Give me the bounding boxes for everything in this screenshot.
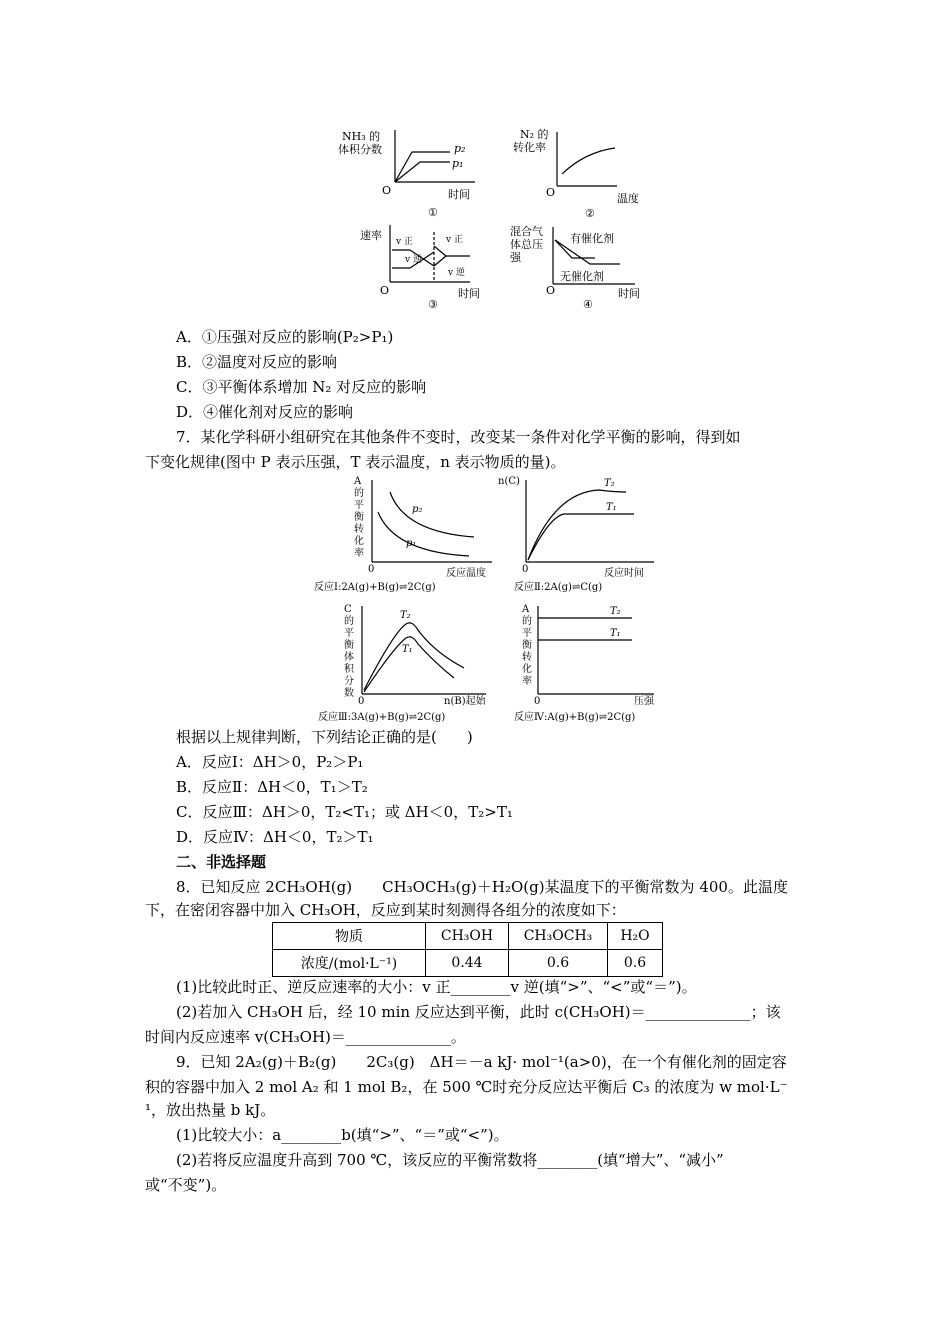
q7-option-b: B．反应Ⅱ：ΔH＜0，T₁＞T₂ bbox=[176, 778, 368, 796]
g1-ylabel-3: 衡 bbox=[354, 512, 364, 523]
g3-xlabel: n(B)起始 bbox=[444, 696, 486, 707]
g2-curve-t1: T₁ bbox=[606, 502, 617, 513]
p2-ylabel-2: 转化率 bbox=[513, 141, 546, 154]
p1-xlabel: 时间 bbox=[448, 188, 470, 201]
table-cell: 0.6 bbox=[608, 950, 663, 977]
q7-stem-2: 下变化规律(图中 P 表示压强，T 表示温度，n 表示物质的量)。 bbox=[145, 453, 566, 471]
p1-curve-p2: p₂ bbox=[454, 142, 466, 155]
p2-ylabel-1: N₂ 的 bbox=[520, 128, 549, 141]
g1-ylabel-4: 转 bbox=[354, 524, 364, 535]
table-row bbox=[273, 950, 663, 977]
table-header: CH₃OCH₃ bbox=[509, 923, 608, 950]
q8-sub-2b: 时间内反应速率 v(CH₃OH)＝______________。 bbox=[145, 1028, 466, 1046]
q6-option-c: C．③平衡体系增加 N₂ 对反应的影响 bbox=[176, 378, 427, 396]
g1-curve-p1: p₁ bbox=[406, 538, 417, 549]
q8-sub-1: (1)比较此时正、逆反应速率的大小：v 正________v 逆(填“>”、“<”或“＝”)。 bbox=[176, 978, 697, 996]
q7-option-d: D．反应Ⅳ：ΔH＜0，T₂＞T₁ bbox=[176, 828, 374, 846]
q6-option-a: A．①压强对反应的影响(P₂>P₁) bbox=[176, 328, 394, 346]
p1-number: ① bbox=[428, 206, 438, 219]
g4-ylabel-4: 转 bbox=[522, 652, 532, 663]
q8-sub-2a: (2)若加入 CH₃OH 后，经 10 min 反应达到平衡，此时 c(CH₃OH)＝______________；该 bbox=[176, 1003, 781, 1021]
q6-option-b: B．②温度对反应的影响 bbox=[176, 353, 338, 371]
p3-origin: O bbox=[380, 284, 390, 297]
g3-caption: 反应Ⅲ:3A(g)+B(g)⇌2C(g) bbox=[318, 712, 446, 723]
p2-xlabel: 温度 bbox=[617, 192, 639, 205]
g2-curve-t2: T₂ bbox=[604, 478, 615, 489]
g1-ylabel-2: 平 bbox=[354, 500, 364, 511]
q9-stem-1: 9．已知 2A₂(g)＋B₂(g) 2C₃(g) ΔH＝－a kJ· mol⁻¹(a>0)，在一个有催化剂的固定容 bbox=[176, 1053, 787, 1071]
q7-option-a: A．反应Ⅰ：ΔH＞0，P₂＞P₁ bbox=[176, 753, 364, 771]
q7-option-c: C．反应Ⅲ：ΔH＞0，T₂<T₁；或 ΔH＜0，T₂>T₁ bbox=[176, 803, 513, 821]
q9-sub-1: (1)比较大小：a________b(填“>”、“＝”或“<”)。 bbox=[176, 1126, 509, 1144]
q8-stem-1: 8．已知反应 2CH₃OH(g) CH₃OCH₃(g)＋H₂O(g)某温度下的平衡常数为 400。此温度 bbox=[176, 878, 788, 896]
q9-sub-2b: 或“不变”)。 bbox=[145, 1176, 227, 1194]
p1-curve-p1: p₁ bbox=[452, 157, 464, 170]
p4-number: ④ bbox=[583, 298, 593, 311]
g1-origin: 0 bbox=[368, 564, 375, 575]
p2-origin: O bbox=[546, 186, 556, 199]
p3-v3: v 正 bbox=[446, 235, 463, 245]
p1-ylabel-1: NH₃ 的 bbox=[342, 130, 381, 143]
g2-ylabel: n(C) bbox=[498, 476, 520, 487]
g3-ylabel-6: 分 bbox=[344, 676, 354, 687]
table-cell: 0.6 bbox=[509, 950, 608, 977]
g2-caption: 反应Ⅱ:2A(g)⇌C(g) bbox=[514, 582, 603, 593]
g4-xlabel: 压强 bbox=[634, 696, 654, 707]
g4-curve-t2: T₂ bbox=[610, 606, 621, 617]
g4-curve-t1: T₁ bbox=[610, 628, 621, 639]
p4-xlabel: 时间 bbox=[618, 287, 640, 300]
p4-origin: O bbox=[546, 284, 556, 297]
q7-judge: 根据以上规律判断，下列结论正确的是( ) bbox=[176, 728, 473, 746]
g4-ylabel-2: 平 bbox=[522, 628, 532, 639]
q9-sub-2a: (2)若将反应温度升高到 700 ℃，该反应的平衡常数将________(填“增大”、“减小” bbox=[176, 1151, 724, 1169]
g4-ylabel-1: 的 bbox=[522, 616, 532, 627]
g1-ylabel-0: A bbox=[354, 476, 362, 487]
table-cell: 0.44 bbox=[426, 950, 509, 977]
table-header: CH₃OH bbox=[426, 923, 509, 950]
g1-ylabel-6: 率 bbox=[354, 548, 364, 559]
p3-v1: v 正 bbox=[396, 237, 413, 247]
g4-ylabel-5: 化 bbox=[522, 664, 532, 675]
g3-ylabel-0: C bbox=[344, 604, 352, 615]
q9-stem-2: 积的容器中加入 2 mol A₂ 和 1 mol B₂，在 500 ℃时充分反应达平衡后 C₃ 的浓度为 w mol·L⁻ bbox=[145, 1078, 788, 1096]
q6-option-d: D．④催化剂对反应的影响 bbox=[176, 403, 354, 421]
p3-v2: v 逆 bbox=[405, 255, 422, 265]
p1-ylabel-2: 体积分数 bbox=[338, 143, 382, 156]
p4-ylabel-2: 体总压 bbox=[510, 238, 543, 251]
g1-curve-p2: p₂ bbox=[412, 504, 423, 515]
q8-stem-2: 下，在密闭容器中加入 CH₃OH，反应到某时刻测得各组分的浓度如下： bbox=[145, 901, 626, 919]
table-cell: 浓度/(mol·L⁻¹) bbox=[273, 950, 426, 977]
g4-origin: 0 bbox=[534, 696, 541, 707]
g1-xlabel: 反应温度 bbox=[446, 568, 486, 579]
g3-ylabel-7: 数 bbox=[344, 688, 354, 699]
p3-ylabel: 速率 bbox=[360, 229, 382, 242]
p2-number: ② bbox=[585, 207, 595, 220]
p3-v4: v 逆 bbox=[448, 268, 465, 278]
table-row bbox=[273, 923, 663, 950]
g4-caption: 反应Ⅳ:A(g)+B(g)⇌2C(g) bbox=[514, 712, 636, 723]
g2-xlabel: 反应时间 bbox=[604, 568, 644, 579]
g3-ylabel-2: 平 bbox=[344, 628, 354, 639]
g3-ylabel-5: 积 bbox=[344, 664, 354, 675]
p3-number: ③ bbox=[428, 298, 438, 311]
q9-stem-3: ¹，放出热量 b kJ。 bbox=[145, 1101, 276, 1119]
p4-ylabel-1: 混合气 bbox=[510, 225, 543, 238]
p4-ylabel-3: 强 bbox=[510, 251, 521, 264]
g4-ylabel-0: A bbox=[522, 604, 530, 615]
p1-origin: O bbox=[382, 184, 392, 197]
g4-ylabel-6: 率 bbox=[522, 676, 532, 687]
p3-xlabel: 时间 bbox=[458, 287, 480, 300]
table-header: 物质 bbox=[273, 923, 426, 950]
g4-ylabel-3: 衡 bbox=[522, 640, 532, 651]
g1-ylabel-1: 的 bbox=[354, 488, 364, 499]
q7-figure bbox=[314, 472, 674, 726]
g3-origin: 0 bbox=[358, 696, 365, 707]
g3-ylabel-4: 体 bbox=[344, 652, 354, 663]
g1-ylabel-5: 化 bbox=[354, 536, 364, 547]
q7-stem-1: 7．某化学科研小组研究在其他条件不变时，改变某一条件对化学平衡的影响，得到如 bbox=[176, 428, 741, 446]
g2-origin: 0 bbox=[522, 564, 529, 575]
g1-caption: 反应Ⅰ:2A(g)+B(g)⇌2C(g) bbox=[314, 582, 436, 593]
table-header: H₂O bbox=[608, 923, 663, 950]
q8-table bbox=[272, 922, 663, 977]
g3-ylabel-3: 衡 bbox=[344, 640, 354, 651]
p4-curve-catalyst: 有催化剂 bbox=[570, 232, 614, 245]
g3-curve-t2: T₂ bbox=[400, 610, 411, 621]
p4-curve-nocatalyst: 无催化剂 bbox=[560, 270, 604, 283]
g3-ylabel-1: 的 bbox=[344, 616, 354, 627]
q6-figure bbox=[330, 122, 660, 314]
g3-curve-t1: T₁ bbox=[402, 644, 413, 655]
section-heading: 二、非选择题 bbox=[176, 853, 267, 871]
